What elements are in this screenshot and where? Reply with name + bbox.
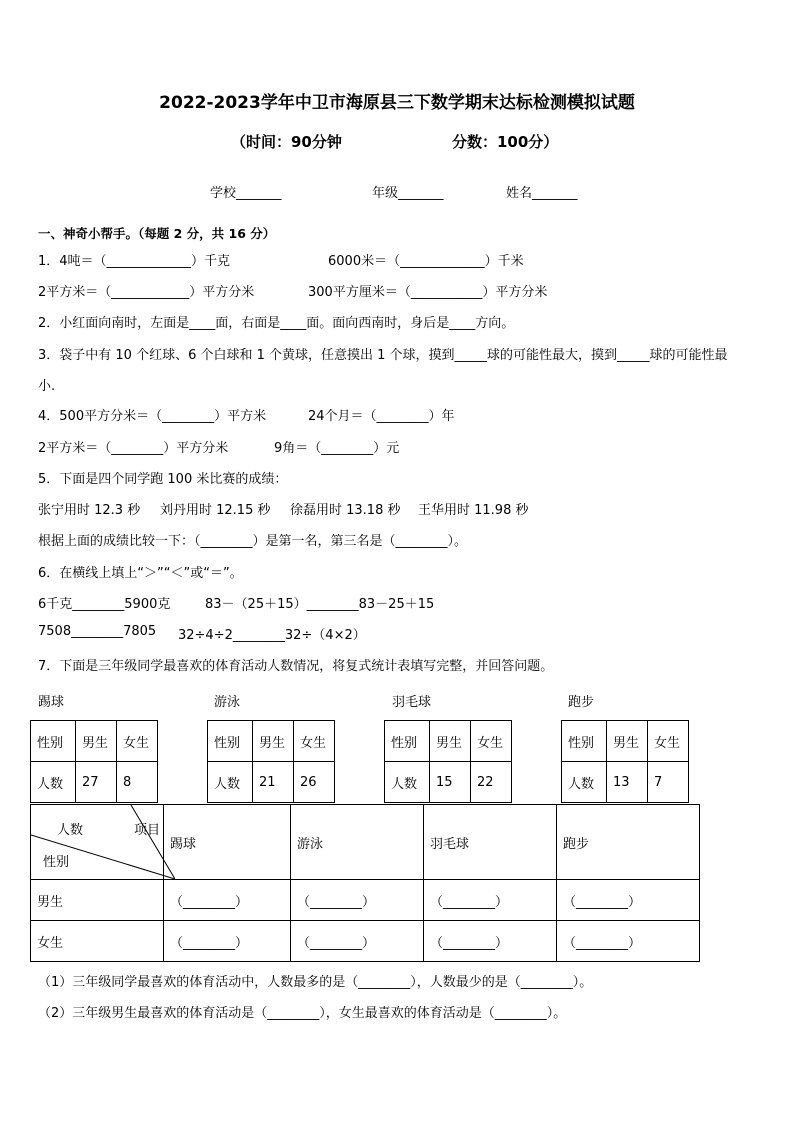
question-line: 2平方米＝（____________）平方分米 xyxy=(38,285,255,300)
question-line: 6．在横线上填上“＞”“＜”或“＝”。 xyxy=(38,566,243,581)
table-cell: 男生 xyxy=(430,721,471,762)
table-cell: 人数 xyxy=(208,762,253,803)
table-title: 游泳 xyxy=(214,695,241,710)
question-line: 张宁用时 12.3 秒 xyxy=(38,503,141,518)
question-line: 刘丹用时 12.15 秒 xyxy=(160,503,271,518)
diagonal-header-cell xyxy=(31,805,164,880)
question-line: 4．500平方分米＝（________）平方米 xyxy=(38,409,267,424)
data-table-badminton xyxy=(384,720,512,803)
data-table-running xyxy=(561,720,689,803)
table-title: 羽毛球 xyxy=(392,695,432,710)
table-cell: 男生 xyxy=(607,721,648,762)
question-line: （1）三年级同学最喜欢的体育活动中，人数最多的是（________），人数最少的是（________）。 xyxy=(38,975,593,990)
question-line: （2）三年级男生最喜欢的体育活动是（________），女生最喜欢的体育活动是（________）。 xyxy=(38,1006,567,1021)
question-line: 5．下面是四个同学跑 100 米比赛的成绩： xyxy=(38,472,288,487)
question-line: 7508________7805 xyxy=(38,624,157,639)
table-cell: 男生 xyxy=(253,721,294,762)
question-line: 2．小红面向南时，左面是____面，右面是____面。面向西南时，身后是____方向。 xyxy=(38,316,515,331)
answer-blank: （________） xyxy=(291,921,424,962)
data-table-football xyxy=(30,720,158,803)
answer-blank: （________） xyxy=(557,880,700,921)
question-line: 24个月＝（________）年 xyxy=(308,409,455,424)
question-line: 6000米＝（_____________）千米 xyxy=(328,254,524,269)
table-cell: 8 xyxy=(117,762,158,803)
question-line: 9角＝（________）元 xyxy=(274,441,400,456)
question-line: 根据上面的成绩比较一下：（________）是第一名，第三名是（________）。 xyxy=(38,534,468,549)
table-title: 踢球 xyxy=(38,695,65,710)
answer-blank: （________） xyxy=(164,880,291,921)
table-cell: 性别 xyxy=(208,721,253,762)
column-header: 羽毛球 xyxy=(424,805,557,880)
school-field: 学校_______ xyxy=(210,186,282,201)
answer-blank: （________） xyxy=(424,880,557,921)
row-label: 女生 xyxy=(31,921,164,962)
table-cell: 人数 xyxy=(31,762,76,803)
table-cell: 性别 xyxy=(31,721,76,762)
answer-blank: （________） xyxy=(424,921,557,962)
table-cell: 女生 xyxy=(294,721,335,762)
exam-time: （时间：90分钟 xyxy=(231,133,342,151)
question-line: 小. xyxy=(38,379,56,394)
row-label: 男生 xyxy=(31,880,164,921)
table-title: 跑步 xyxy=(568,695,595,710)
question-line: 2平方米＝（________）平方分米 xyxy=(38,441,229,456)
table-cell: 15 xyxy=(430,762,471,803)
table-cell: 女生 xyxy=(471,721,512,762)
table-cell: 性别 xyxy=(385,721,430,762)
corner-label: 性别 xyxy=(43,855,70,870)
answer-blank: （________） xyxy=(557,921,700,962)
question-line: 3．袋子中有 10 个红球、6 个白球和 1 个黄球，任意摸出 1 个球，摸到_____球的可能性最大，摸到_____球的可能性最 xyxy=(38,348,728,363)
table-cell: 人数 xyxy=(385,762,430,803)
table-cell: 女生 xyxy=(648,721,689,762)
question-line: 83－（25＋15）________83－25＋15 xyxy=(205,597,435,612)
corner-label: 人数 xyxy=(57,823,84,838)
exam-score: 分数：100分） xyxy=(452,133,559,151)
answer-blank: （________） xyxy=(164,921,291,962)
page-title: 2022-2023学年中卫市海原县三下数学期末达标检测模拟试题 xyxy=(159,93,635,113)
table-cell: 26 xyxy=(294,762,335,803)
column-header: 踢球 xyxy=(164,805,291,880)
table-cell: 21 xyxy=(253,762,294,803)
question-line: 7．下面是三年级同学最喜欢的体育活动人数情况，将复式统计表填写完整，并回答问题。 xyxy=(38,659,554,674)
question-line: 王华用时 11.98 秒 xyxy=(418,503,529,518)
table-cell: 人数 xyxy=(562,762,607,803)
question-line: 徐磊用时 13.18 秒 xyxy=(290,503,401,518)
table-cell: 27 xyxy=(76,762,117,803)
corner-label: 项目 xyxy=(134,823,161,838)
question-line: 1．4吨＝（_____________）千克 xyxy=(38,254,231,269)
table-cell: 女生 xyxy=(117,721,158,762)
table-cell: 男生 xyxy=(76,721,117,762)
table-cell: 22 xyxy=(471,762,512,803)
table-cell: 性别 xyxy=(562,721,607,762)
grade-field: 年级_______ xyxy=(372,186,444,201)
question-line: 300平方厘米＝（___________）平方分米 xyxy=(308,285,548,300)
answer-blank: （________） xyxy=(291,880,424,921)
question-line: 32÷4÷2________32÷（4×2） xyxy=(178,628,366,643)
table-cell: 13 xyxy=(607,762,648,803)
column-header: 跑步 xyxy=(557,805,700,880)
table-cell: 7 xyxy=(648,762,689,803)
data-table-swimming xyxy=(207,720,335,803)
question-line: 6千克________5900克 xyxy=(38,597,171,612)
summary-table xyxy=(30,804,700,962)
section-heading: 一、神奇小帮手。（每题 2 分，共 16 分） xyxy=(38,226,276,241)
column-header: 游泳 xyxy=(291,805,424,880)
name-field: 姓名_______ xyxy=(506,186,578,201)
